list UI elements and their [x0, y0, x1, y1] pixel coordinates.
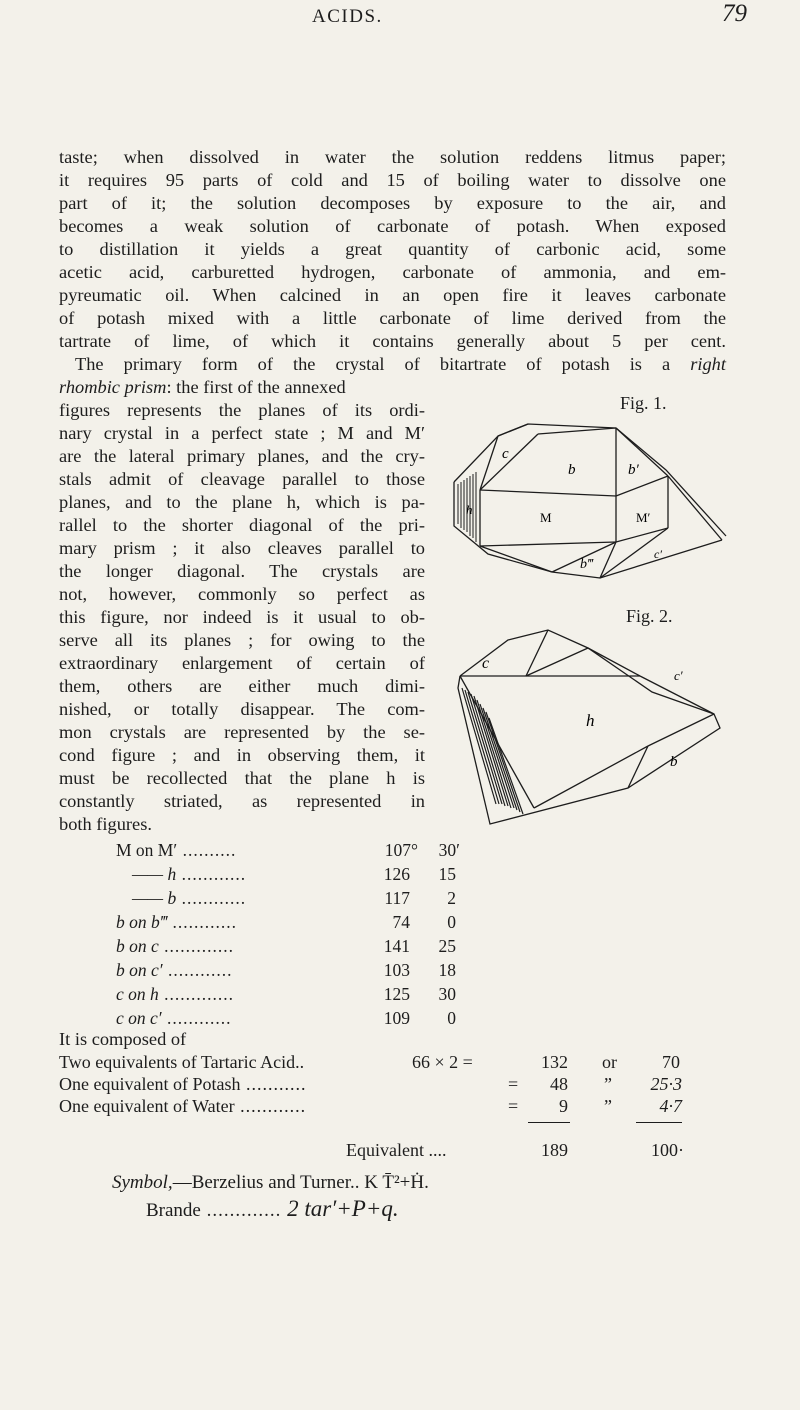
fig1-crystal-drawing — [440, 418, 730, 598]
composition-name-text: One equivalent of Potash — [59, 1074, 241, 1094]
equivalent-total: 189 — [541, 1140, 568, 1160]
text-line: mary prism ; it also cleaves parallel to — [59, 538, 425, 558]
symbol-label: Symbol, — [112, 1172, 173, 1193]
composition-row-value: 48 — [550, 1074, 568, 1094]
composition-row-percent: 4·7 — [659, 1096, 682, 1116]
symbol-brande-label: Brande — [146, 1200, 201, 1221]
composition-row-sep: or — [602, 1052, 617, 1072]
composition-row-name: One equivalent of Water ............ — [59, 1096, 307, 1116]
text-line: both figures. — [59, 814, 152, 834]
composition-row-sep: ” — [604, 1074, 612, 1094]
fig1-label-M: M — [540, 510, 552, 525]
text-line: part of it; the solution decomposes by exposure to the air, and — [59, 193, 726, 213]
angle-degrees: 117 — [384, 888, 410, 908]
fig2-crystal-drawing — [438, 628, 728, 828]
text-line — [75, 353, 726, 375]
angle-label: —— b ............ — [132, 888, 247, 908]
composition-row-calc: 66 × 2 = — [412, 1052, 473, 1072]
text-line: becomes a weak solution of carbonate of potash. When exposed — [59, 216, 726, 236]
fig1-label-h: h — [466, 502, 473, 517]
fig2-label-c: c — [482, 655, 490, 672]
text-line — [59, 376, 346, 398]
text-span: : the first of the annexed — [166, 377, 346, 397]
angle-minutes: 15 — [438, 864, 456, 884]
sum-rule — [528, 1122, 570, 1123]
angle-minutes: 18 — [438, 960, 456, 980]
composition-row-percent: 70 — [662, 1052, 680, 1072]
angle-label: c on c′ ............ — [116, 1008, 232, 1028]
text-line: the longer diagonal. The crystals are — [59, 561, 425, 581]
angle-degrees: 74 — [392, 912, 410, 932]
composition-row-calc: = — [508, 1074, 519, 1094]
page-number: 79 — [722, 0, 747, 27]
equivalent-percent: 100· — [651, 1140, 684, 1160]
angle-label: b on c′ ............ — [116, 960, 233, 980]
angle-degrees: 109 — [383, 1008, 410, 1028]
fig2-label-b: b — [670, 754, 678, 770]
angle-label-text: —— h — [132, 864, 177, 884]
composition-row-value: 9 — [559, 1096, 568, 1116]
composition-row-sep: ” — [604, 1096, 612, 1116]
angle-degrees: 141 — [383, 936, 410, 956]
angle-label-text: b on c — [116, 936, 159, 956]
symbol-line-1 — [112, 1172, 429, 1194]
text-line: stals admit of cleavage parallel to those — [59, 469, 425, 489]
angle-label-text: c on c′ — [116, 1008, 162, 1028]
fig2-label-c-prime: c′ — [674, 668, 683, 683]
fig2-striations — [462, 688, 523, 814]
text-line: rallel to the shorter diagonal of the pri- — [59, 515, 425, 535]
symbol-formula-berzelius: —Berzelius and Turner.. K T̄²+Ḣ. — [172, 1172, 429, 1193]
composition-intro: It is composed of — [59, 1029, 187, 1049]
symbol-formula-brande: 2 tar′+P+q. — [287, 1196, 399, 1221]
angle-label-text: —— b — [132, 888, 177, 908]
composition-name-text: One equivalent of Water — [59, 1096, 235, 1116]
composition-row-calc: = — [508, 1096, 519, 1116]
text-line: figures represents the planes of its ordi- — [59, 400, 425, 420]
text-line: it requires 95 parts of cold and 15 of boiling water to dissolve one — [59, 170, 726, 190]
fig1-label-c: c — [502, 446, 509, 462]
composition-row-percent: 25·3 — [650, 1074, 682, 1094]
angle-degrees: 125 — [383, 984, 410, 1004]
text-line: must be recollected that the plane h is — [59, 768, 425, 788]
text-span: The primary form of the crystal of bitartrate of potash is a — [75, 354, 671, 374]
fig1-label-M-prime: M′ — [636, 510, 651, 525]
angle-label: b on c ............. — [116, 936, 235, 956]
angle-minutes: 0 — [447, 1008, 456, 1028]
angle-label: c on h ............. — [116, 984, 235, 1004]
fig1-label-b-triple: b‴ — [580, 557, 593, 572]
angle-minutes: 30 — [438, 984, 456, 1004]
angle-degrees: 107° — [384, 840, 418, 860]
angle-minutes: 25 — [438, 936, 456, 956]
text-line: not, however, commonly so perfect as — [59, 584, 425, 604]
angle-minutes: 0 — [447, 912, 456, 932]
text-line: of potash mixed with a little carbonate of lime derived from the — [59, 308, 726, 328]
fig1-label-b-prime: b′ — [628, 462, 639, 478]
equivalent-label: Equivalent .... — [346, 1140, 447, 1160]
running-title: ACIDS. — [312, 6, 383, 27]
angle-label-text: M on M′ — [116, 840, 178, 860]
text-line: planes, and to the plane h, which is pa- — [59, 492, 425, 512]
text-line: nished, or totally disappear. The com- — [59, 699, 425, 719]
fig1-label-b: b — [568, 462, 576, 478]
text-line: cond figure ; and in observing them, it — [59, 745, 425, 765]
text-line: constantly striated, as represented in — [59, 791, 425, 811]
angle-degrees: 126 — [383, 864, 410, 884]
composition-row-value: 132 — [541, 1052, 568, 1072]
text-line: this figure, nor indeed is it usual to ob- — [59, 607, 425, 627]
angle-minutes: 2 — [447, 888, 456, 908]
italic-term: rhombic prism — [59, 377, 167, 397]
composition-row-name: Two equivalents of Tartaric Acid.. — [59, 1052, 305, 1072]
fig2-caption: Fig. 2. — [626, 606, 673, 626]
text-line: taste; when dissolved in water the solution reddens litmus paper; — [59, 147, 726, 167]
text-line: acetic acid, carburetted hydrogen, carbonate of ammonia, and em- — [59, 262, 726, 282]
angle-label-text: b on c′ — [116, 960, 163, 980]
text-line: are the lateral primary planes, and the cry- — [59, 446, 425, 466]
fig1-label-c-prime: c′ — [654, 547, 662, 561]
angle-minutes: 30′ — [438, 840, 460, 860]
angle-label: —— h ............ — [132, 864, 247, 884]
text-line: nary crystal in a perfect state ; M and M′ — [59, 423, 425, 443]
fig1-top-edge — [454, 424, 726, 536]
angle-label: M on M′ .......... — [116, 840, 237, 860]
text-line: mon crystals are represented by the se- — [59, 722, 425, 742]
text-line: serve all its planes ; for owing to the — [59, 630, 425, 650]
symbol-line-2: Brande ............. 2 tar′+P+q. — [146, 1196, 399, 1221]
text-line: to distillation it yields a great quantity of carbonic acid, some — [59, 239, 726, 259]
angle-degrees: 103 — [383, 960, 410, 980]
text-line: them, others are either much dimi- — [59, 676, 425, 696]
text-line: extraordinary enlargement of certain of — [59, 653, 425, 673]
fig2-label-h: h — [586, 711, 595, 730]
angle-label-text: b on b‴ — [116, 912, 168, 932]
fig1-caption: Fig. 1. — [620, 393, 667, 413]
text-line: tartrate of lime, of which it contains generally about 5 per cent. — [59, 331, 726, 351]
composition-row-name: One equivalent of Potash ........... — [59, 1074, 307, 1094]
running-head — [0, 0, 800, 30]
sum-rule — [636, 1122, 682, 1123]
angle-label-text: c on h — [116, 984, 159, 1004]
angle-label: b on b‴ ............ — [116, 912, 237, 932]
text-line: pyreumatic oil. When calcined in an open fire it leaves carbonate — [59, 285, 726, 305]
italic-word: right — [690, 354, 726, 374]
